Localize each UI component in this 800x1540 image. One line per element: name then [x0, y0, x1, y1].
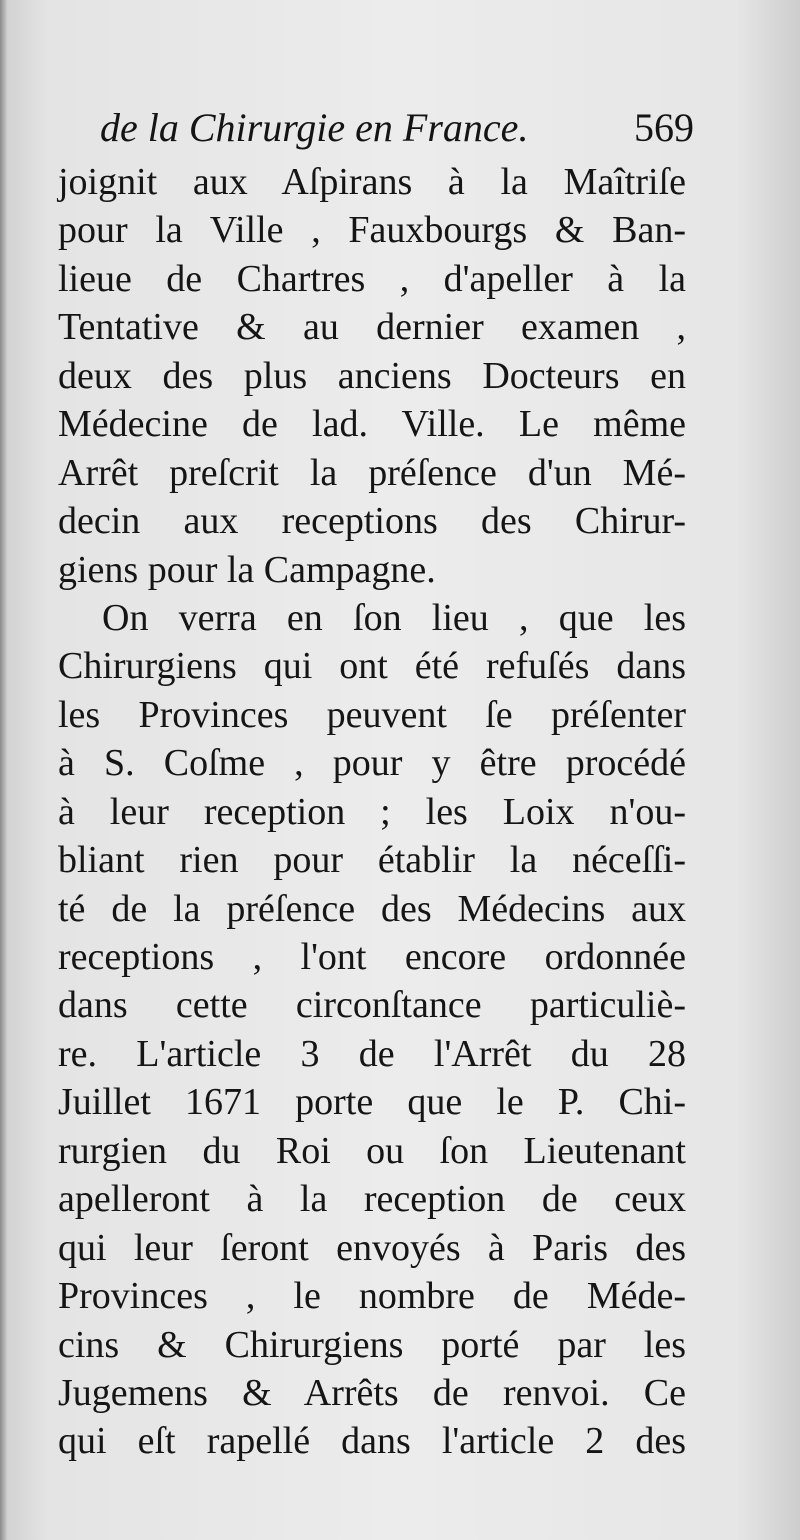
text-line: Médecine de lad. Ville. Le même: [58, 403, 686, 446]
text-line: qui leur ſeront envoyés à Paris des: [58, 1226, 686, 1269]
text-line: bliant rien pour établir la néceſſi-: [58, 839, 686, 882]
page-number: 569: [634, 105, 694, 150]
text-line: re. L'article 3 de l'Arrêt du 28: [58, 1032, 686, 1075]
text-line: On verra en ſon lieu , que les: [102, 596, 686, 639]
text-line: rurgien du Roi ou ſon Lieutenant: [58, 1129, 686, 1172]
text-line: Juillet 1671 porte que le P. Chi-: [58, 1081, 686, 1124]
text-line: deux des plus anciens Docteurs en: [58, 354, 686, 397]
text-line: qui eſt rapellé dans l'article 2 des: [58, 1420, 686, 1463]
running-title: de la Chirurgie en France.: [100, 105, 529, 150]
text-line: Tentative & au dernier examen ,: [58, 306, 686, 349]
text-line: dans cette circonſtance particuliè-: [58, 984, 686, 1027]
text-line: à S. Coſme , pour y être procédé: [58, 742, 686, 785]
text-line: receptions , l'ont encore ordonnée: [58, 936, 686, 978]
text-line: Chirurgiens qui ont été refuſés dans: [58, 645, 686, 688]
text-line: cins & Chirurgiens porté par les: [58, 1323, 686, 1366]
text-line: Provinces , le nombre de Méde-: [58, 1275, 686, 1318]
page-header: [92, 104, 694, 154]
body-text: [58, 158, 686, 1466]
text-line: lieue de Chartres , d'apeller à la: [58, 257, 686, 300]
text-line: pour la Ville , Fauxbourgs & Ban-: [58, 209, 686, 252]
text-line: à leur reception ; les Loix n'ou-: [58, 790, 686, 833]
text-line: giens pour la Campagne.: [58, 548, 436, 591]
text-line: les Provinces peuvent ſe préſenter: [58, 693, 686, 736]
text-line: Arrêt preſcrit la préſence d'un Mé-: [58, 451, 686, 494]
text-line: joignit aux Aſpirans à la Maîtriſe: [58, 161, 686, 203]
text-line: té de la préſence des Médecins aux: [58, 887, 686, 930]
text-line: Jugemens & Arrêts de renvoi. Ce: [58, 1371, 686, 1414]
text-line: decin aux receptions des Chirur-: [58, 500, 686, 543]
text-line: apelleront à la reception de ceux: [58, 1178, 686, 1221]
